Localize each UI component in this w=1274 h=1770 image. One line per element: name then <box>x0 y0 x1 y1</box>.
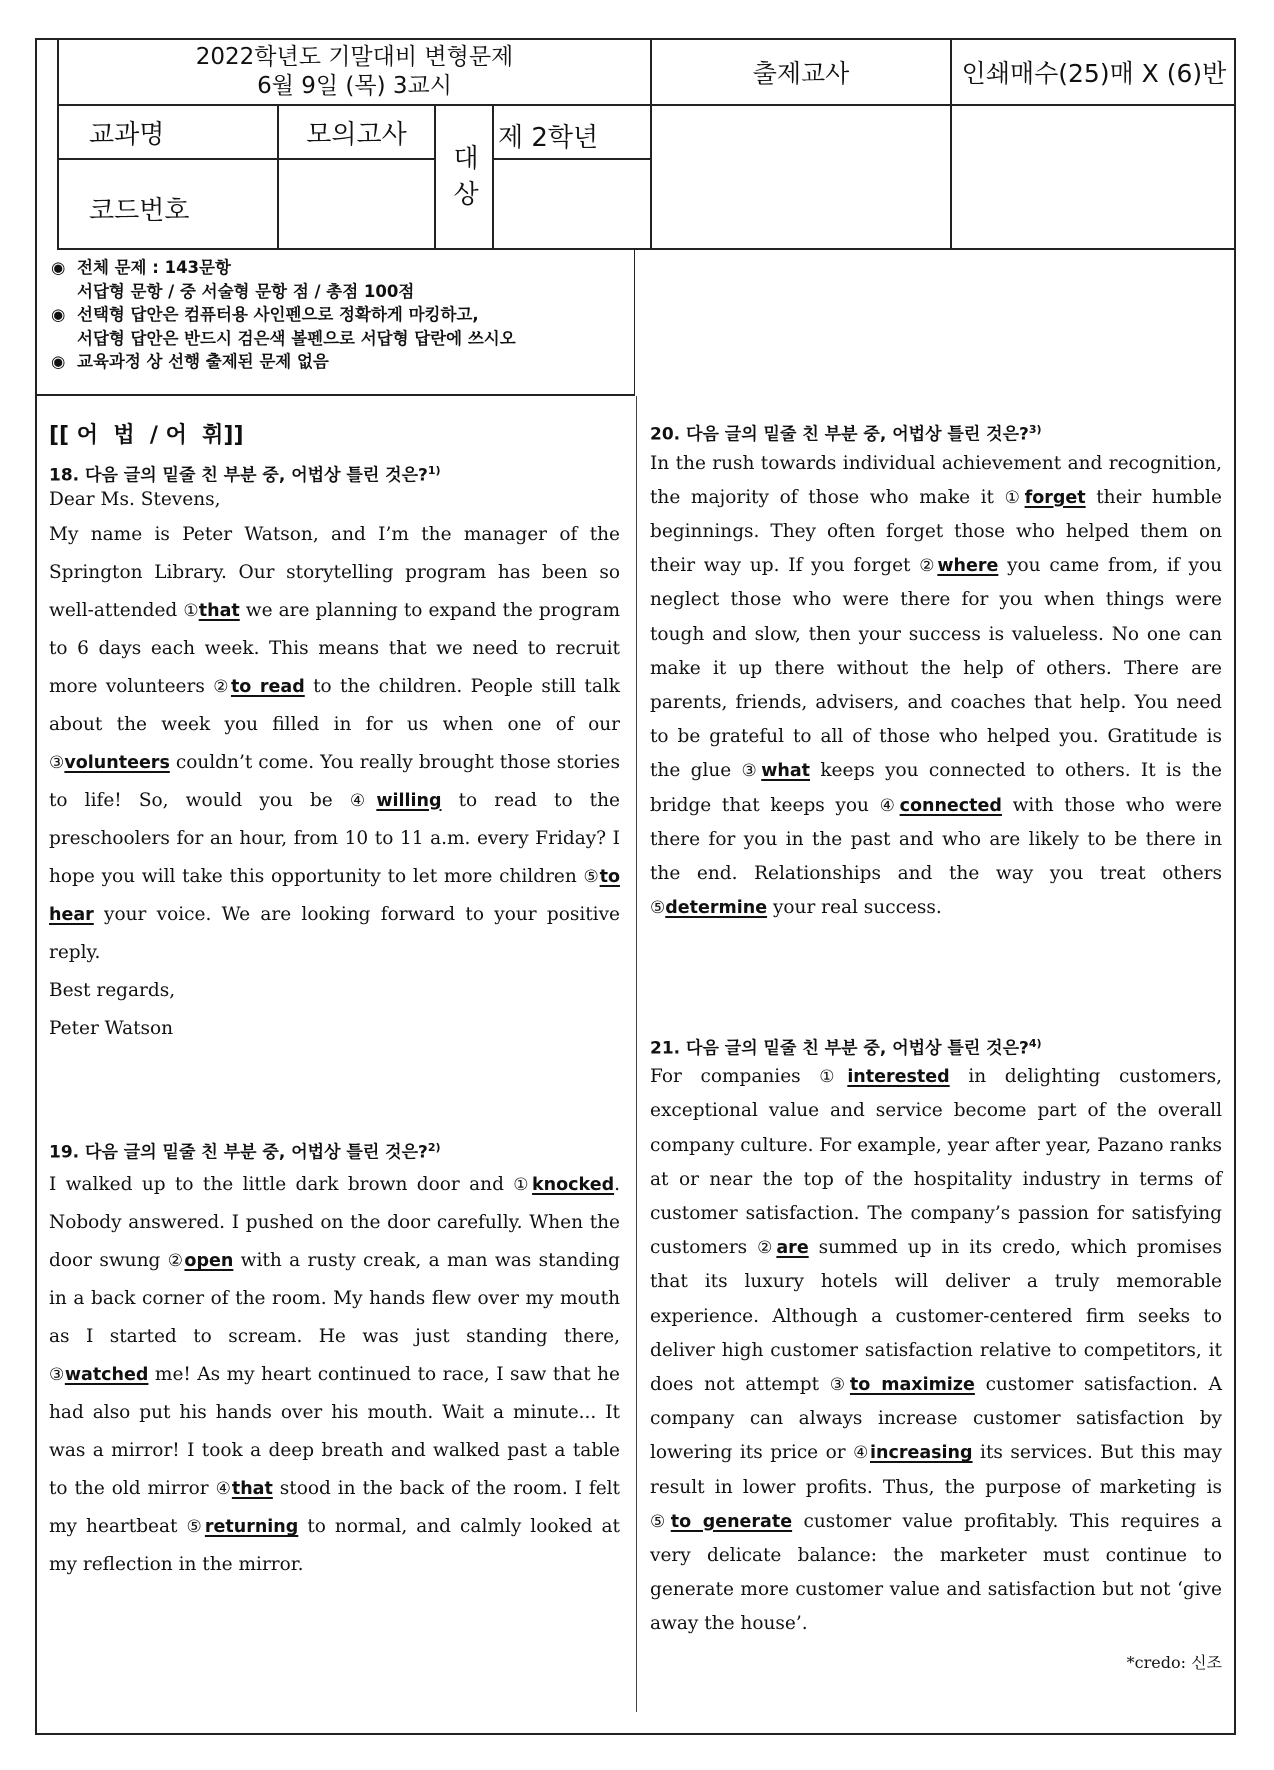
exam-title-line2: 6월 9일 (목) 3교시 <box>257 73 452 99</box>
underline-choice-5: to hear <box>49 866 620 925</box>
teacher-label: 출제교사 <box>652 40 952 106</box>
subject-value: 모의고사 <box>279 106 436 160</box>
question-21-passage: For companies ①interested in delighting customers, exceptional value and service become part of the overall company culture. For example, year after year, Pazano ranks at or near the top of the hospitality industry in terms of customer satisfaction. The company’s passion for satisfying customers ②are summed up in its credo, which promises that its luxury hotels will deliver a truly memorable experience. Although a customer-centered firm seeks to deliver high customer satisfaction relative to competitors, it does not attempt ③to maximize customer satisfaction. A company can always increase customer satisfaction by lowering its price or ④increasing its services. But this may result in lower profits. Thus, the purpose of marketing is ⑤to generate customer value profitably. This requires a very delicate balance: the marketer must continue to generate more customer value and satisfaction but not ‘give away the house’. <box>650 1066 1223 1635</box>
underline-choice-4: that <box>231 1479 273 1500</box>
footnote-ref: 4) <box>1028 1036 1042 1050</box>
bullet-marker: ◉ <box>51 352 66 371</box>
bullet-marker: ◉ <box>51 258 66 277</box>
underline-choice-1: forget <box>1024 487 1086 508</box>
letter-signature: Peter Watson <box>49 1017 174 1039</box>
underline-choice-5: determine <box>665 898 768 919</box>
prints-label: 인쇄매수(25)매 X (6)반 <box>952 40 1236 106</box>
question-19-prompt: 19. 다음 글의 밑줄 친 부분 중, 어법상 틀린 것은?$^{2)}$ <box>49 1140 441 1163</box>
target-label-1: 대 <box>453 144 479 174</box>
underline-choice-5: to generate <box>670 1511 793 1532</box>
exam-page <box>35 38 1236 1735</box>
question-18-passage: My name is Peter Watson, and I’m the manager of the Springton Library. Our storytelling program has been so well-attended ①that we are planning to expand the program to 6 days each week. This means that we need to recruit more volunteers ②to read to the children. People still talk about the week you filled in for us when one of our ③volunteers couldn’t come. You really brought those stories to life! So, would you be ④willing to read to the preschoolers for an hour, from 10 to 11 a.m. every Friday? I hope you will take this opportunity to let more children ⑤to hear your voice. We are looking forward to your positive reply. <box>49 523 620 963</box>
underline-choice-4: connected <box>899 795 1002 816</box>
underline-choice-1: interested <box>847 1067 950 1088</box>
question-18 <box>49 459 620 1048</box>
footnote-ref: 3) <box>1028 423 1042 436</box>
underline-choice-4: willing <box>376 790 442 811</box>
question-20-prompt: 20. 다음 글의 밑줄 친 부분 중, 어법상 틀린 것은?$^{3)}$ <box>650 423 1042 445</box>
notes-line2: 서답형 문항 / 중 서술형 문항 점 / 총점 100점 <box>77 281 415 301</box>
question-19-passage: I walked up to the little dark brown door and ①knocked. Nobody answered. I pushed on the door carefully. When the door swung ②open with a rusty creak, a man was standing in a back corner of the room. My hands flew over my mouth as I started to scream. He was just standing there, ③watched me! As my heart continued to race, I saw that he had also put his hands over his mouth. Wait a minute... It was a mirror! I took a deep breath and walked past a table to the old mirror ④that stood in the back of the room. I felt my heartbeat ⑤returning to normal, and calmly looked at my reflection in the mirror. <box>49 1174 620 1576</box>
question-21-prompt: 21. 다음 글의 밑줄 친 부분 중, 어법상 틀린 것은?$^{4)}$ <box>650 1036 1042 1059</box>
notes-line4: 서답형 답안은 반드시 검은색 볼펜으로 서답형 답란에 쓰시오 <box>77 328 516 348</box>
underline-choice-2: open <box>184 1251 234 1272</box>
question-21 <box>650 1032 1222 1673</box>
underline-choice-3: volunteers <box>64 752 170 773</box>
column-divider <box>636 396 637 1712</box>
underline-choice-5: returning <box>204 1517 299 1538</box>
exam-header <box>37 40 1238 250</box>
bullet-marker: ◉ <box>51 305 66 324</box>
grade-value: 제 2학년 <box>494 106 652 160</box>
underline-choice-2: where <box>937 556 999 577</box>
question-20 <box>650 418 1222 926</box>
exam-notes <box>37 250 635 396</box>
exam-title <box>57 40 652 106</box>
underline-choice-1: that <box>198 600 240 621</box>
underline-choice-3: to maximize <box>849 1374 975 1395</box>
notes-right-blank <box>635 250 1236 396</box>
underline-choice-4: increasing <box>870 1443 973 1464</box>
teacher-signature-cell <box>652 106 952 250</box>
underline-choice-2: are <box>776 1238 809 1259</box>
code-label: 코드번호 <box>57 160 279 250</box>
underline-choice-1: knocked <box>532 1175 615 1196</box>
question-20-passage: In the rush towards individual achievement and recognition, the majority of those who make it ①forget their humble beginnings. They often forget those who helped them on their way up. If you forget ②where you came from, if you neglect those who were there for you when things were tough and slow, then your success is valueless. No one can make it up there without the help of others. There are parents, friends, advisers, and coaches that help. You need to be grateful to all of those who helped you. Gratitude is the glue ③what keeps you connected to others. It is the bridge that keeps you ④connected with those who were there for you in the past and who are likely to be there in the end. Relationships and the way you treat others ⑤determine your real success. <box>650 452 1222 919</box>
underline-choice-3: watched <box>64 1365 149 1386</box>
footnote-ref: 2) <box>427 1140 441 1154</box>
code-value-cell <box>279 160 436 250</box>
exam-title-line1: 2022학년도 기말대비 변형문제 <box>195 44 514 70</box>
footnote-ref: 1) <box>427 464 441 477</box>
left-column <box>49 418 620 1584</box>
target-label <box>436 106 494 250</box>
underline-choice-3: what <box>761 761 811 782</box>
subject-label: 교과명 <box>57 106 279 160</box>
letter-closing: Best regards, <box>49 979 176 1001</box>
notes-line5: 교육과정 상 선행 출제된 문제 없음 <box>77 352 329 371</box>
question-19 <box>49 1136 620 1585</box>
right-column <box>650 418 1222 1673</box>
target-label-2: 상 <box>453 180 479 210</box>
prints-blank-cell <box>952 106 1236 250</box>
notes-line1: 전체 문제 : 143문항 <box>77 258 231 277</box>
notes-line3: 선택형 답안은 컴퓨터용 사인펜으로 정확하게 마킹하고, <box>77 305 479 324</box>
section-title: [[ 어 법 / 어 휘]] <box>49 423 244 448</box>
grade-blank-cell <box>494 160 652 250</box>
underline-choice-2: to read <box>230 676 305 697</box>
vocab-footnote: *credo: 신조 <box>1126 1652 1222 1672</box>
letter-greeting: Dear Ms. Stevens, <box>49 488 221 510</box>
question-18-prompt: 18. 다음 글의 밑줄 친 부분 중, 어법상 틀린 것은?$^{1)}$ <box>49 464 441 486</box>
